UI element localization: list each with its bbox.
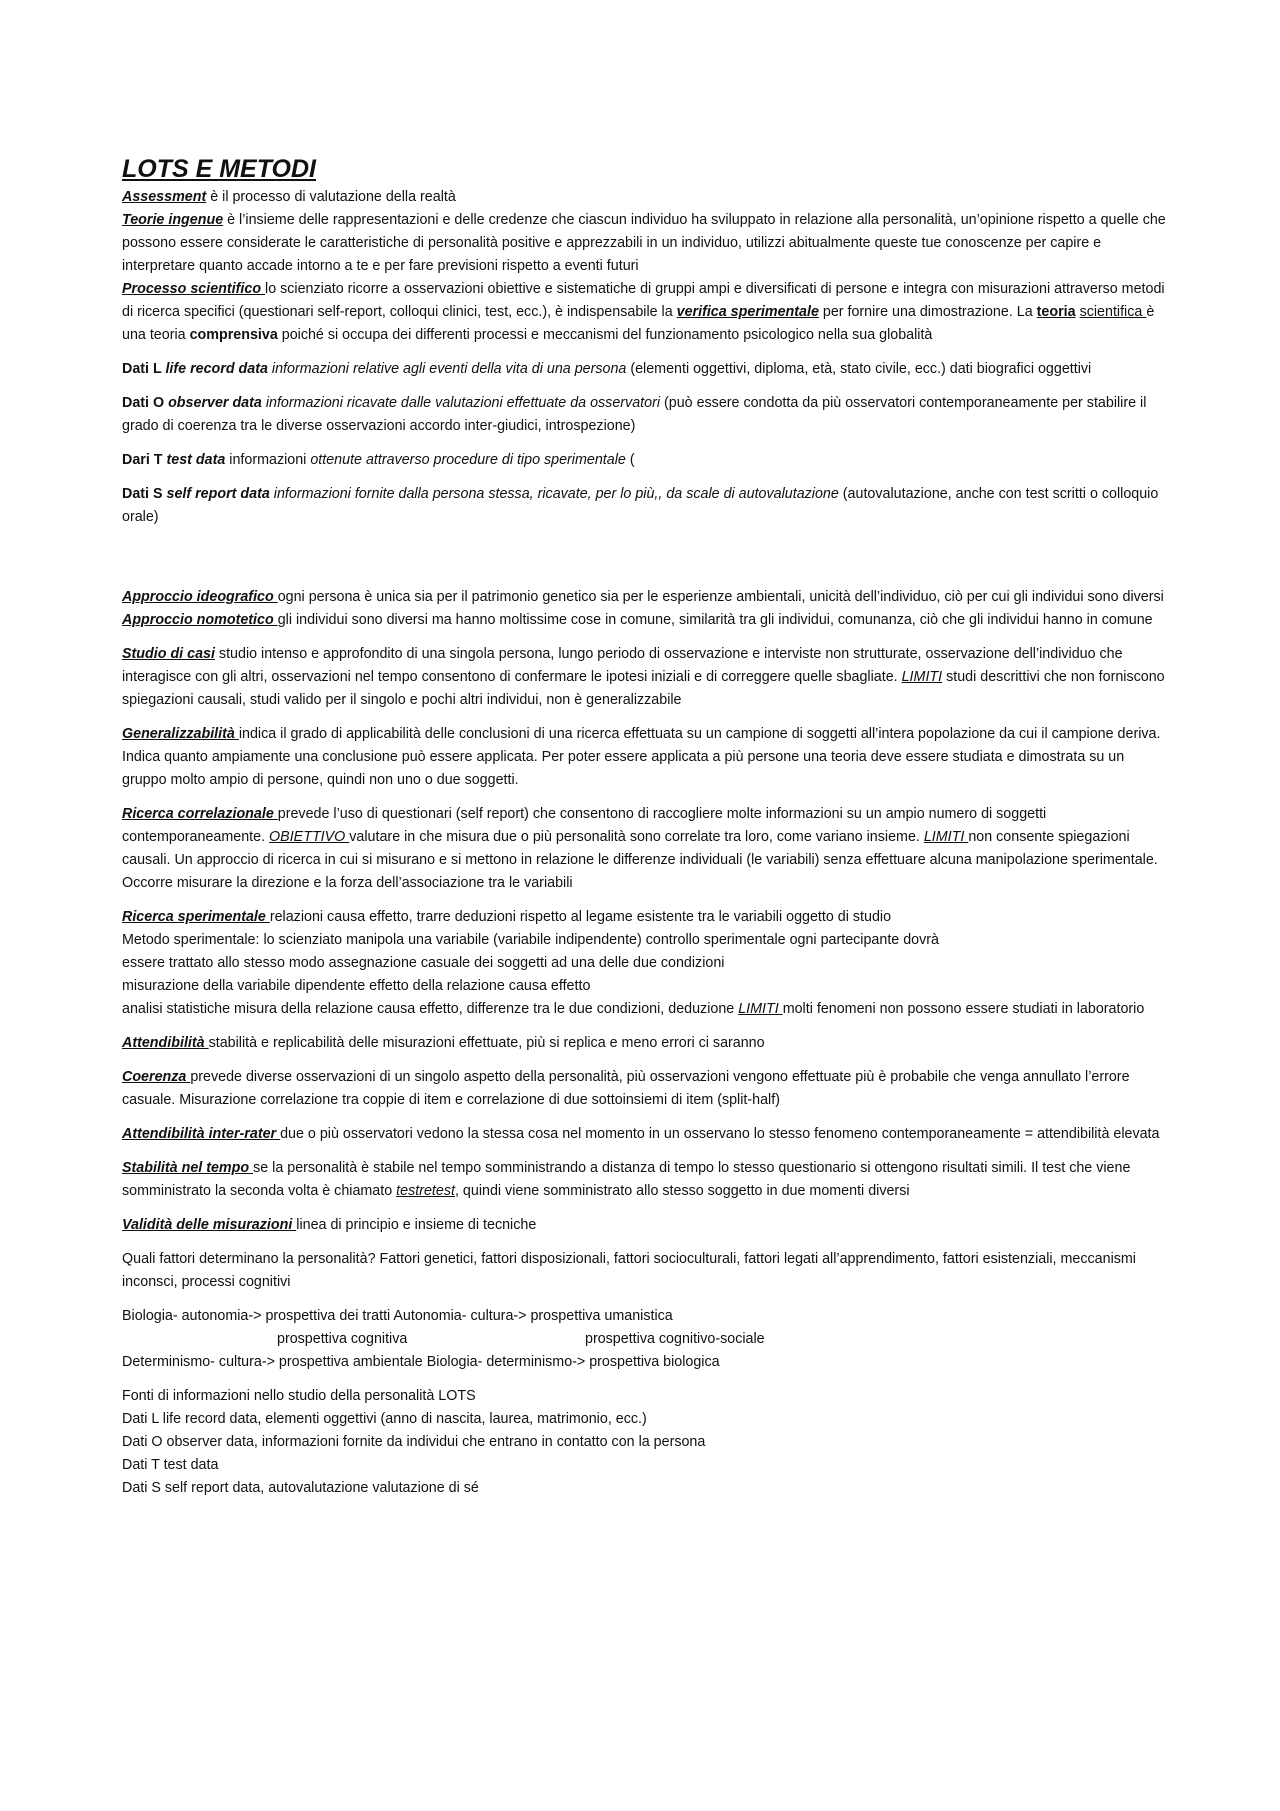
sperimentale-line-2: essere trattato allo stesso modo assegnazione casuale dei soggetti ad una delle due condizioni	[122, 955, 725, 971]
correlazionale-text-1: prevede l’uso di questionari (self report) che consentono di raccogliere molte informazioni su un ampio numero di soggetti contemporaneamente.	[122, 806, 1047, 845]
term-teorie-ingenue: Teorie ingenue	[122, 212, 224, 228]
assessment-paragraph	[122, 186, 1172, 209]
processo-text-5: poiché si occupa dei differenti processi e meccanismi del funzionamento psicologico nella sua globalità	[277, 327, 933, 343]
sperimentale-l4-text: analisi statistiche misura della relazione causa effetto, differenze tra le due condizioni, deduzione	[122, 1001, 739, 1017]
fonti-line-1: Fonti di informazioni nello studio della personalità LOTS	[122, 1388, 476, 1404]
term-comprensiva: comprensiva	[189, 327, 278, 343]
term-approccio-nomotetico: Approccio nomotetico	[122, 612, 278, 628]
correlazionale-obiettivo: OBIETTIVO	[269, 829, 350, 845]
nomotetico-text: gli individui sono diversi ma hanno moltissime cose in comune, similarità tra gli individui, comunanza, ciò che gli individui hanno in comune	[277, 612, 1153, 628]
stabilita-text-1: se la personalità è stabile nel tempo somministrando a distanza di tempo lo stesso questionario si ottengono risultati simili. Il test che viene somministrato la seconda volta è chiamato	[122, 1160, 1131, 1199]
prospettive-row-2	[122, 1328, 1172, 1351]
teorie-paragraph	[122, 209, 1172, 278]
dati-s-text: (autovalutazione, anche con test scritti o colloquio orale)	[122, 486, 1159, 525]
dati-l-label: Dati L	[122, 361, 166, 377]
prospettiva-cognitivo-sociale: prospettiva cognitivo-sociale	[585, 1331, 765, 1347]
sperimentale-line-1: Metodo sperimentale: lo scienziato manipola una variabile (variabile indipendente) controllo sperimentale ogni partecipante dovrà	[122, 932, 939, 948]
casi-paragraph	[122, 643, 1172, 712]
term-assessment: Assessment	[122, 189, 207, 205]
ideografico-text: ogni persona è unica sia per il patrimonio genetico sia per le esperienze ambientali, unicità dell’individuo, ciò per cui gli individui sono diversi	[277, 589, 1164, 605]
processo-text-2: per fornire una dimostrazione. La	[818, 304, 1037, 320]
fonti-line-2: Dati L life record data, elementi oggettivi (anno di nascita, laurea, matrimonio, ecc.)	[122, 1411, 647, 1427]
processo-text-4: è una teoria	[122, 304, 1155, 343]
coerenza-text: prevede diverse osservazioni di un singolo aspetto della personalità, più osservazioni vengono effettuate più è probabile che venga annullato l’errore casuale. Misurazione correlazione tra coppie di item e correlazione di due sottoinsiemi di item (split-half)	[122, 1069, 1130, 1108]
casi-limiti: LIMITI	[901, 669, 943, 685]
sperimentale-l5-text: molti fenomeni non possono essere studiati in laboratorio	[782, 1001, 1145, 1017]
correlazionale-paragraph	[122, 803, 1172, 872]
dati-s-term: self report data	[166, 486, 270, 502]
document-page	[122, 152, 1172, 1500]
validita-text: linea di principio e insieme di tecniche	[296, 1217, 537, 1233]
dati-t-term: test data	[166, 452, 226, 468]
dati-t-desc: ottenute attraverso procedure di tipo sperimentale	[310, 452, 626, 468]
prospettiva-cognitiva: prospettiva cognitiva	[277, 1331, 408, 1347]
term-stabilita-nel-tempo: Stabilità nel tempo	[122, 1160, 254, 1176]
generalizzabilita-paragraph	[122, 723, 1172, 792]
dati-t-paragraph	[122, 449, 1172, 472]
stabilita-text-2: , quindi viene somministrato allo stesso soggetto in due momenti diversi	[454, 1183, 910, 1199]
correlazionale-text-2: valutare in che misura due o più personalità sono correlate tra loro, come variano insieme.	[349, 829, 924, 845]
teorie-text: è l’insieme delle rappresentazioni e delle credenze che ciascun individuo ha sviluppato in relazione alla personalità, un’opinione rispetto a quelle che possono essere considerate le caratteristiche di personalità positive e apprezzabili in un individuo, utilizzi abitualmente queste tue conoscenze per capire e interpretare quanto accade intorno a te e per fare previsioni rispetto a eventi futuri	[122, 212, 1166, 274]
interrater-paragraph	[122, 1123, 1172, 1146]
dati-l-text: (elementi oggettivi, diploma, età, stato civile, ecc.) dati biografici oggettivi	[626, 361, 1092, 377]
term-scientifica: scientifica	[1079, 304, 1147, 320]
dati-o-paragraph	[122, 392, 1172, 438]
ideografico-paragraph	[122, 586, 1172, 609]
term-studio-di-casi: Studio di casi	[122, 646, 215, 662]
fonti-line-5: Dati S self report data, autovalutazione valutazione di sé	[122, 1480, 479, 1496]
correlazionale-text-3: non consente spiegazioni causali. Un approccio di ricerca in cui si misurano e si mettono in relazione le differenze individuali (le variabili) senza effettuare alcuna manipolazione sperimentale.	[122, 829, 1158, 868]
term-verifica-sperimentale: verifica sperimentale	[676, 304, 819, 320]
processo-paragraph	[122, 278, 1172, 347]
dati-s-paragraph	[122, 483, 1172, 529]
dati-o-label: Dati O	[122, 395, 169, 411]
coerenza-paragraph	[122, 1066, 1172, 1112]
stabilita-paragraph	[122, 1157, 1172, 1203]
correlazionale-line-2: Occorre misurare la direzione e la forza dell’associazione tra le variabili	[122, 875, 573, 891]
term-ricerca-correlazionale: Ricerca correlazionale	[122, 806, 278, 822]
casi-text-1: studio intenso e approfondito di una singola persona, lungo periodo di osservazione e interviste non strutturate, osservazione dell’individuo che interagisce con gli altri, osservazioni nel tempo consentono di confermare le ipotesi iniziali e di correggere quelle sbagliate.	[122, 646, 1123, 685]
fonti-line-4: Dati T test data	[122, 1457, 219, 1473]
nomotetico-paragraph	[122, 609, 1172, 632]
correlazionale-limiti: LIMITI	[923, 829, 969, 845]
dati-l-paragraph	[122, 358, 1172, 381]
sperimentale-line-4	[122, 998, 1172, 1021]
dati-s-label: Dati S	[122, 486, 167, 502]
dati-s-desc: informazioni fornite dalla persona stessa, ricavate, per lo più,, da scale di autovalutazione	[269, 486, 839, 502]
dati-t-label: Dari T	[122, 452, 167, 468]
term-testretest: testretest	[396, 1183, 455, 1199]
term-attendibilita-inter-rater: Attendibilità inter-rater	[122, 1126, 281, 1142]
dati-l-desc: informazioni relative agli eventi della vita di una persona	[267, 361, 627, 377]
dati-o-text: (può essere condotta da più osservatori contemporaneamente per stabilire il grado di coerenza tra le diverse osservazioni accordo inter-giudici, introspezione)	[122, 395, 1147, 434]
interrater-text: due o più osservatori vedono la stessa cosa nel momento in un osservano lo stesso fenomeno contemporaneamente = attendibilità elevata	[280, 1126, 1160, 1142]
page-title: LOTS E METODI	[122, 155, 316, 183]
prospettive-row-1: Biologia- autonomia-> prospettiva dei tratti Autonomia- cultura-> prospettiva umanistica	[122, 1308, 673, 1324]
dati-o-desc: informazioni ricavate dalle valutazioni effettuate da osservatori	[261, 395, 661, 411]
sperimentale-limiti: LIMITI	[738, 1001, 783, 1017]
processo-text-1: lo scienziato ricorre a osservazioni obiettive e sistematiche di gruppi ampi e diversificati di persone e integra con misurazioni attraverso metodi di ricerca specifici (questionari self-report, colloqui clinici, test, ecc.), è indispensabile la	[122, 281, 1165, 320]
attendibilita-text: stabilità e replicabilità delle misurazioni effettuate, più si replica e meno errori ci saranno	[208, 1035, 765, 1051]
dati-l-term: life record data	[165, 361, 268, 377]
term-coerenza: Coerenza	[122, 1069, 191, 1085]
term-approccio-ideografico: Approccio ideografico	[122, 589, 278, 605]
dati-o-term: observer data	[168, 395, 262, 411]
dati-t-text-2: (	[625, 452, 635, 468]
fonti-line-3: Dati O observer data, informazioni fornite da individui che entrano in contatto con la persona	[122, 1434, 706, 1450]
prospettive-spacer	[122, 1328, 277, 1351]
assessment-text: è il processo di valutazione della realtà	[206, 189, 456, 205]
fattori-paragraph: Quali fattori determinano la personalità? Fattori genetici, fattori disposizionali, fattori socioculturali, fattori legati all’apprendimento, fattori esistenziali, meccanismi inconsci, processi cognitivi	[122, 1251, 1136, 1290]
term-validita-misurazioni: Validità delle misurazioni	[122, 1217, 297, 1233]
attendibilita-paragraph	[122, 1032, 1172, 1055]
term-generalizzabilita: Generalizzabilità	[122, 726, 239, 742]
dati-t-text-1: informazioni	[225, 452, 311, 468]
term-processo-scientifico: Processo scientifico	[122, 281, 266, 297]
sperimentale-text: relazioni causa effetto, trarre deduzioni rispetto al legame esistente tra le variabili oggetto di studio	[269, 909, 892, 925]
prospettive-row-3: Determinismo- cultura-> prospettiva ambientale Biologia- determinismo-> prospettiva biologica	[122, 1354, 720, 1370]
term-attendibilita: Attendibilità	[122, 1035, 209, 1051]
term-ricerca-sperimentale: Ricerca sperimentale	[122, 909, 270, 925]
sperimentale-paragraph	[122, 906, 1172, 929]
validita-paragraph	[122, 1214, 1172, 1237]
casi-text-2: studi descrittivi che non forniscono spiegazioni causali, studi valido per il singolo e pochi altri individui, non è generalizzabile	[122, 669, 1165, 708]
sperimentale-line-3: misurazione della variabile dipendente effetto della relazione causa effetto	[122, 978, 591, 994]
generalizzabilita-text: indica il grado di applicabilità delle conclusioni di una ricerca effettuata su un campione di soggetti all’intera popolazione da cui il campione deriva. Indica quanto ampiamente una conclusione può essere applicata. Per poter essere applicata a più persone una teoria deve essere studiata e dimostrata su un gruppo molto ampio di persone, quindi non uno o due soggetti.	[122, 726, 1161, 788]
term-teoria: teoria	[1036, 304, 1076, 320]
